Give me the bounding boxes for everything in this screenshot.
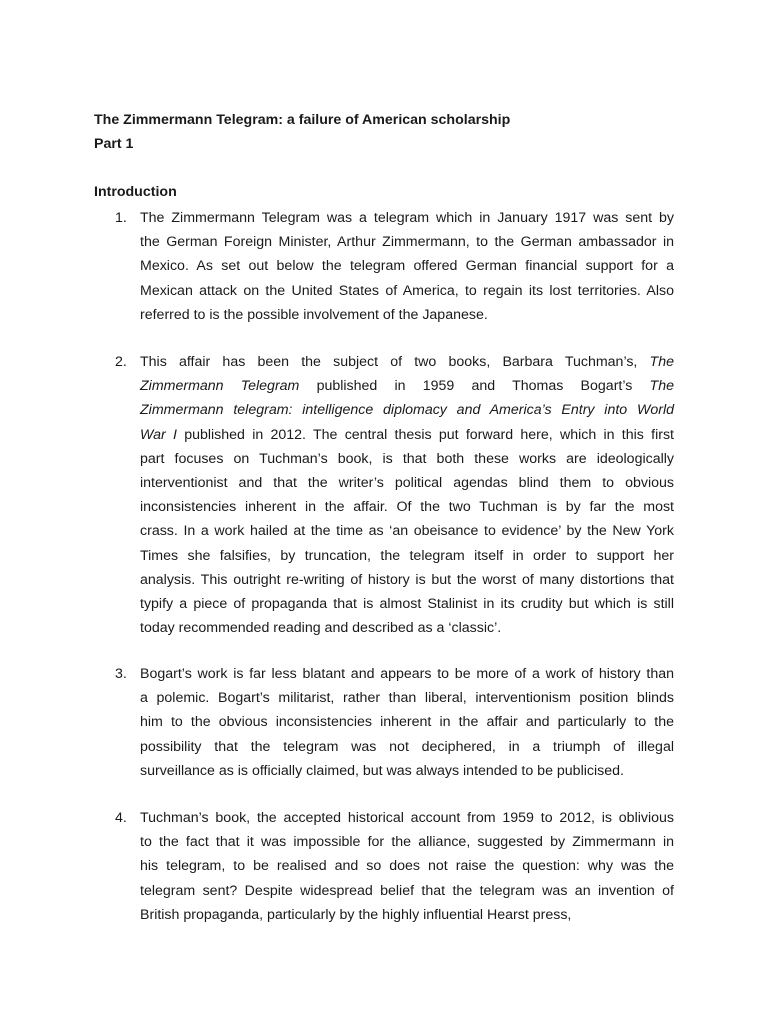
paragraph-line: This affair has been the subject of two books, Barbara Tuchman’s, The: [140, 354, 674, 370]
paragraph-line: the German Foreign Minister, Arthur Zimmermann, to the German ambassador in: [140, 234, 674, 251]
paragraph-line: analysis. This outright re-writing of history is but the worst of many distortions that: [140, 571, 674, 588]
paragraph-line: his telegram, to be realised and so does not raise the question: why was the: [140, 858, 674, 875]
paragraph-line: crass. In a work hailed at the time as ‘an obeisance to evidence’ by the New York: [140, 523, 674, 540]
paragraph-body: [140, 662, 674, 783]
paragraph-line: to the fact that it was impossible for the alliance, suggested by Zimmermann in: [140, 834, 674, 851]
paragraph-line: today recommended reading and described as a ‘classic’.: [140, 620, 502, 637]
paragraph-line: Tuchman’s book, the accepted historical account from 1959 to 2012, is oblivious: [140, 810, 674, 826]
paragraph-number: 2.: [115, 354, 127, 370]
document-title: The Zimmermann Telegram: a failure of American scholarship: [94, 112, 511, 128]
paragraph-body: [140, 806, 674, 927]
paragraph-line: referred to is the possible involvement of the Japanese.: [140, 306, 488, 323]
paragraph-line: British propaganda, particularly by the highly influential Hearst press,: [140, 906, 572, 923]
paragraph-number: 1.: [115, 210, 127, 226]
paragraph-line: Mexico. As set out below the telegram offered German financial support for a: [140, 258, 674, 275]
section-heading: Introduction: [94, 184, 177, 200]
paragraph-number: 4.: [115, 810, 127, 826]
paragraph-line: The Zimmermann Telegram was a telegram which in January 1917 was sent by: [140, 210, 674, 226]
paragraph-line: War I published in 2012. The central thesis put forward here, which in this first: [140, 426, 674, 443]
paragraph-line: part focuses on Tuchman’s book, is that both these works are ideologically: [140, 450, 674, 467]
paragraph-line: interventionist and that the writer’s political agendas blind them to obvious: [140, 474, 674, 491]
paragraph-line: a polemic. Bogart’s militarist, rather than liberal, interventionism position blinds: [140, 690, 674, 707]
paragraph-line: Times she falsifies, by truncation, the telegram itself in order to support her: [140, 547, 674, 564]
paragraph-body: [140, 350, 674, 640]
paragraph-line: Mexican attack on the United States of America, to regain its lost territories. Also: [140, 282, 674, 299]
paragraph-line: telegram sent? Despite widespread belief that the telegram was an invention of: [140, 882, 674, 899]
paragraph-line: Zimmermann telegram: intelligence diplomacy and America’s Entry into World: [140, 402, 674, 419]
paragraph-number: 3.: [115, 666, 127, 682]
paragraph-body: [140, 206, 674, 327]
paragraph-line: Zimmermann Telegram published in 1959 and Thomas Bogart’s The: [140, 378, 674, 395]
paragraph-line: him to the obvious inconsistencies inherent in the affair and particularly to the: [140, 714, 674, 731]
paragraph-line: inconsistencies inherent in the affair. Of the two Tuchman is by far the most: [140, 499, 674, 516]
paragraph-line: typify a piece of propaganda that is almost Stalinist in its crudity but which is still: [140, 595, 674, 612]
paragraph-line: surveillance as is officially claimed, but was always intended to be publicised.: [140, 762, 624, 779]
paragraph-line: possibility that the telegram was not deciphered, in a triumph of illegal: [140, 738, 674, 755]
document-part: Part 1: [94, 136, 134, 152]
paragraph-line: Bogart’s work is far less blatant and appears to be more of a work of history than: [140, 666, 674, 682]
